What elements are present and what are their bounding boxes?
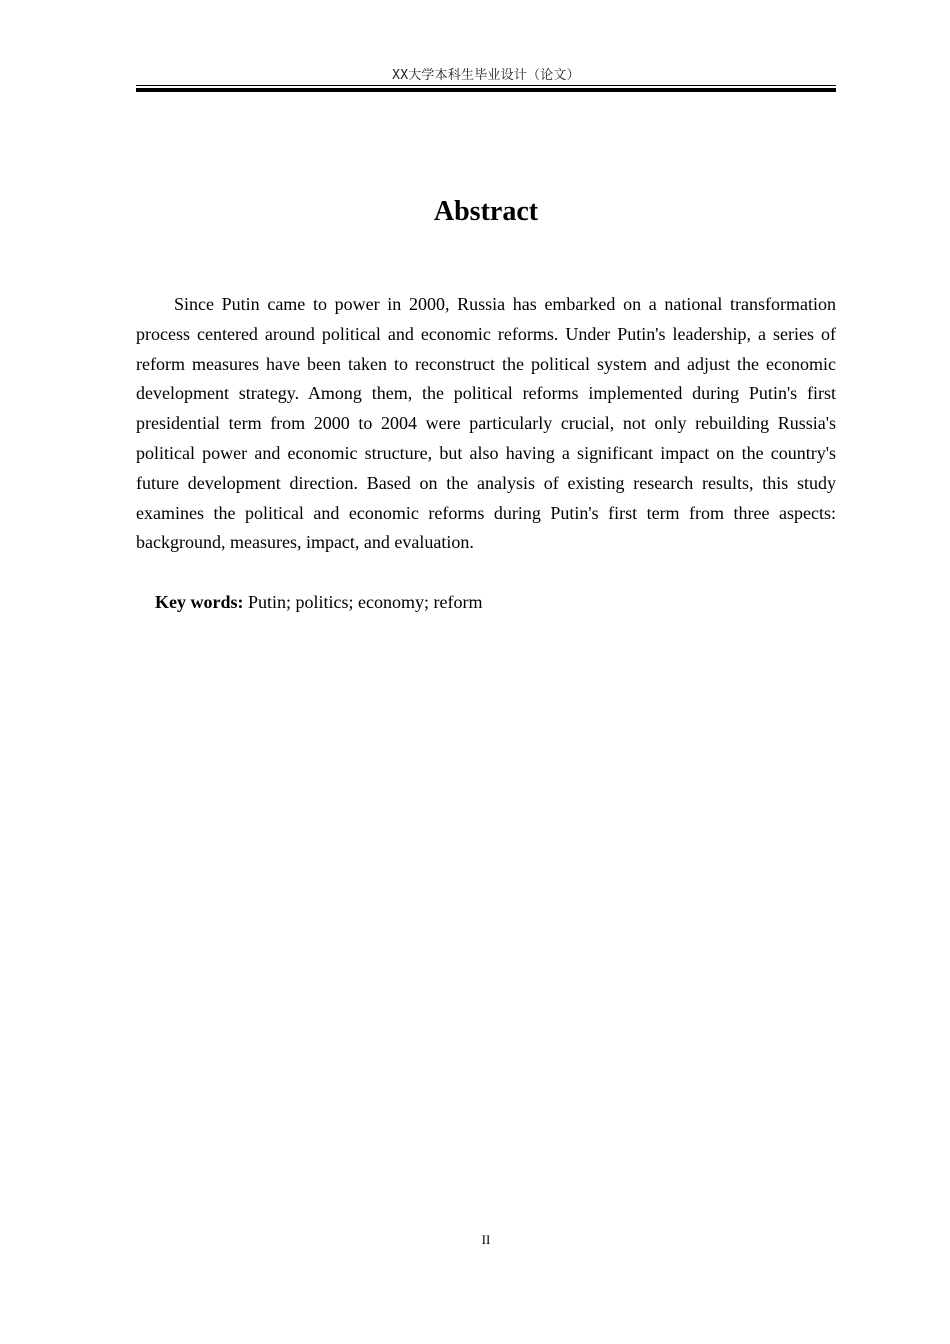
header-rule-thin	[136, 85, 836, 86]
header-rule-thick	[136, 88, 836, 92]
keywords-line	[155, 587, 835, 617]
page-title: Abstract	[433, 196, 539, 227]
page-header-text: XX大学本科生毕业设计（论文）	[392, 68, 580, 83]
keywords-label: Key words:	[155, 592, 244, 612]
keywords-value: Putin; politics; economy; reform	[248, 592, 483, 612]
abstract-paragraph: Since Putin came to power in 2000, Russia has embarked on a national transformation process centered around political and economic reforms. Under Putin's leadership, a series of reform measures have been taken to reconstruct the political system and adjust the economic development strategy. Among them, the political reforms implemented during Putin's first presidential term from 2000 to 2004 were particularly crucial, not only rebuilding Russia's political power and economic structure, but also having a significant impact on the country's future development direction. Based on the analysis of existing research results, this study examines the political and economic reforms during Putin's first term from three aspects: background, measures, impact, and evaluation.	[136, 294, 836, 553]
page-number: II	[481, 1232, 491, 1247]
